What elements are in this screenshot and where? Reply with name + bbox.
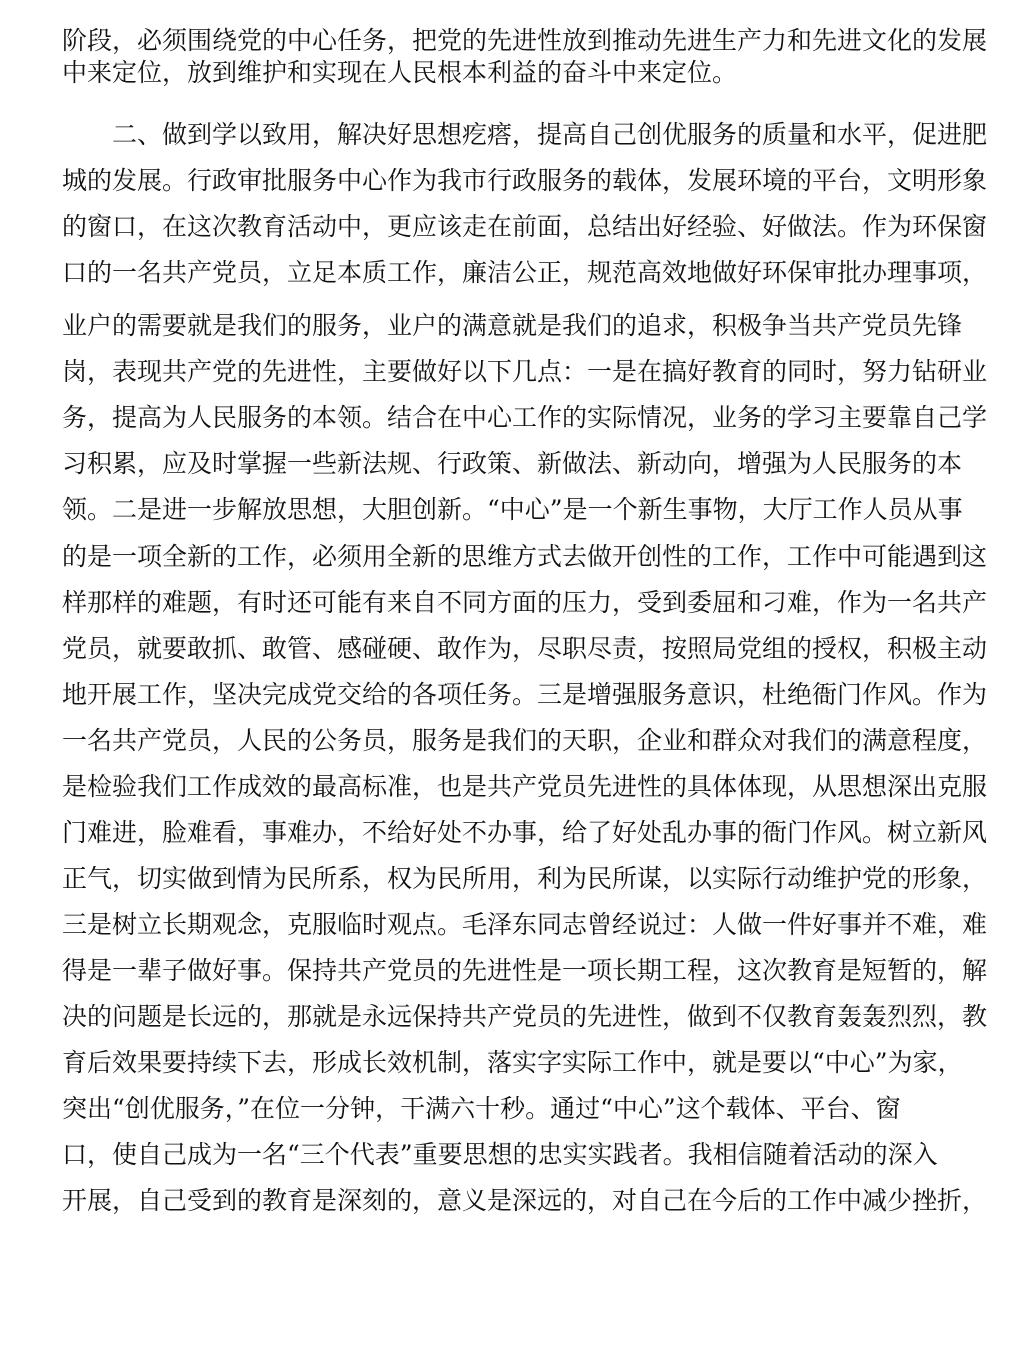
- text-line: 城的发展。行政审批服务中心作为我市行政服务的载体，发展环境的平台，文明形象: [62, 166, 988, 195]
- text-line: 中来定位，放到维护和实现在人民根本利益的奋斗中来定位。: [62, 58, 738, 87]
- text-line: 样那样的难题，有时还可能有来自不同方面的压力，受到委屈和刁难，作为一名共产: [62, 588, 988, 617]
- text-line: 领。二是进一步解放思想，大胆创新。“中心”是一个新生事物，大厅工作人员从事: [62, 495, 963, 524]
- text-line: 一名共产党员，人民的公务员，服务是我们的天职，企业和群众对我们的满意程度，: [62, 726, 988, 755]
- text-line: 业户的需要就是我们的服务，业户的满意就是我们的追求，积极争当共产党员先锋: [62, 311, 963, 340]
- text-line: 习积累，应及时掌握一些新法规、行政策、新做法、新动向，增强为人民服务的本: [62, 449, 963, 478]
- text-line: 门难进，脸难看，事难办，不给好处不办事，给了好处乱办事的衙门作风。树立新风: [62, 818, 988, 847]
- text-line: 务，提高为人民服务的本领。结合在中心工作的实际情况，业务的学习主要靠自己学: [62, 403, 988, 432]
- text-line: 地开展工作，坚决完成党交给的各项任务。三是增强服务意识，杜绝衙门作风。作为: [62, 680, 988, 709]
- text-line: 是检验我们工作成效的最高标准，也是共产党员先进性的具体体现，从思想深出克服: [62, 772, 988, 801]
- text-line: 岗，表现共产党的先进性，主要做好以下几点：一是在搞好教育的同时，努力钻研业: [62, 357, 988, 386]
- text-line: 阶段，必须围绕党的中心任务，把党的先进性放到推动先进生产力和先进文化的发展: [62, 26, 988, 55]
- text-line: 口，使自己成为一名“三个代表”重要思想的忠实实践者。我相信随着活动的深入: [62, 1140, 938, 1169]
- text-line: 二、做到学以致用，解决好思想疙瘩，提高自己创优服务的质量和水平，促进肥: [62, 120, 988, 149]
- text-line: 育后效果要持续下去，形成长效机制，落实字实际工作中，就是要以“中心”为家，: [62, 1048, 963, 1077]
- text-line: 口的一名共产党员，立足本质工作，廉洁公正，规范高效地做好环保审批办理事项，: [62, 258, 988, 287]
- text-line: 决的问题是长远的，那就是永远保持共产党员的先进性，做到不仅教育轰轰烈烈，教: [62, 1002, 988, 1031]
- text-line: 党员，就要敢抓、敢管、感碰硬、敢作为，尽职尽责，按照局党组的授权，积极主动: [62, 634, 988, 663]
- text-line: 的窗口，在这次教育活动中，更应该走在前面，总结出好经验、好做法。作为环保窗: [62, 212, 988, 241]
- text-line: 开展，自己受到的教育是深刻的，意义是深远的，对自己在今后的工作中减少挫折，: [62, 1186, 988, 1215]
- text-line: 正气，切实做到情为民所系，权为民所用，利为民所谋，以实际行动维护党的形象，: [62, 864, 988, 893]
- text-line: 三是树立长期观念，克服临时观点。毛泽东同志曾经说过：人做一件好事并不难，难: [62, 910, 988, 939]
- text-line: 得是一辈子做好事。保持共产党员的先进性是一项长期工程，这次教育是短暂的，解: [62, 956, 988, 985]
- text-line: 的是一项全新的工作，必须用全新的思维方式去做开创性的工作，工作中可能遇到这: [62, 542, 988, 571]
- text-line: 突出“创优服务，”在位一分钟，干满六十秒。通过“中心”这个载体、平台、窗: [62, 1094, 901, 1123]
